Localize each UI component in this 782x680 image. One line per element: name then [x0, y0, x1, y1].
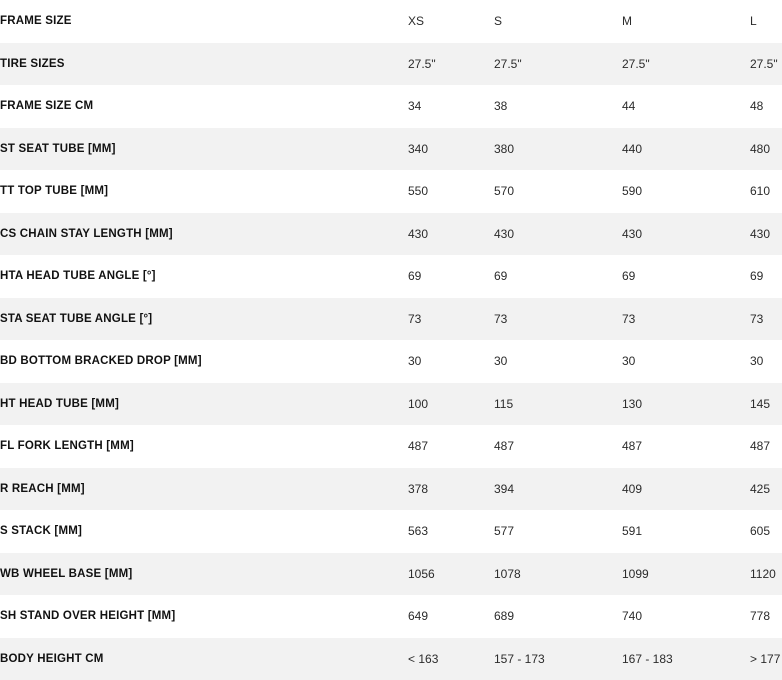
row-value-xs: XS	[408, 0, 494, 43]
row-value-xs: 100	[408, 383, 494, 426]
table-row	[0, 340, 782, 383]
row-value-m: M	[622, 0, 750, 43]
row-value-xs: 563	[408, 510, 494, 553]
row-value-s: 1078	[494, 553, 622, 596]
row-value-m: 44	[622, 85, 750, 128]
row-label: STA SEAT TUBE ANGLE [°]	[0, 298, 408, 341]
row-value-xs: 69	[408, 255, 494, 298]
row-value-l: 480	[750, 128, 782, 171]
row-value-xs: 550	[408, 170, 494, 213]
row-value-s: 689	[494, 595, 622, 638]
row-label: ST SEAT TUBE [MM]	[0, 128, 408, 171]
row-label: BD BOTTOM BRACKED DROP [MM]	[0, 340, 408, 383]
row-value-xs: 1056	[408, 553, 494, 596]
row-value-l: 27.5"	[750, 43, 782, 86]
row-value-m: 130	[622, 383, 750, 426]
row-value-s: 577	[494, 510, 622, 553]
row-value-s: 73	[494, 298, 622, 341]
row-value-s: 27.5"	[494, 43, 622, 86]
row-value-xs: 487	[408, 425, 494, 468]
row-value-l: 778	[750, 595, 782, 638]
row-value-l: 610	[750, 170, 782, 213]
row-label: FL FORK LENGTH [MM]	[0, 425, 408, 468]
row-label: S STACK [MM]	[0, 510, 408, 553]
row-value-s: 157 - 173	[494, 638, 622, 680]
row-label: CS CHAIN STAY LENGTH [MM]	[0, 213, 408, 256]
row-label: FRAME SIZE CM	[0, 85, 408, 128]
table-row	[0, 298, 782, 341]
row-value-m: 167 - 183	[622, 638, 750, 680]
table-row	[0, 170, 782, 213]
row-label: TT TOP TUBE [MM]	[0, 170, 408, 213]
table-row	[0, 638, 782, 680]
row-value-s: 38	[494, 85, 622, 128]
row-label: HTA HEAD TUBE ANGLE [°]	[0, 255, 408, 298]
row-value-s: S	[494, 0, 622, 43]
row-value-m: 30	[622, 340, 750, 383]
table-row	[0, 425, 782, 468]
row-value-xs: 430	[408, 213, 494, 256]
row-label: HT HEAD TUBE [MM]	[0, 383, 408, 426]
row-value-xs: 27.5"	[408, 43, 494, 86]
row-value-s: 570	[494, 170, 622, 213]
row-label: WB WHEEL BASE [MM]	[0, 553, 408, 596]
row-value-m: 1099	[622, 553, 750, 596]
table-row	[0, 213, 782, 256]
row-label: BODY HEIGHT CM	[0, 638, 408, 680]
row-value-m: 73	[622, 298, 750, 341]
row-value-l: 430	[750, 213, 782, 256]
row-value-xs: 73	[408, 298, 494, 341]
row-value-xs: 378	[408, 468, 494, 511]
row-value-m: 590	[622, 170, 750, 213]
row-value-s: 430	[494, 213, 622, 256]
table-row	[0, 595, 782, 638]
row-value-m: 740	[622, 595, 750, 638]
row-value-s: 380	[494, 128, 622, 171]
table-row	[0, 510, 782, 553]
row-value-s: 69	[494, 255, 622, 298]
row-value-s: 115	[494, 383, 622, 426]
row-value-l: 145	[750, 383, 782, 426]
table-row	[0, 43, 782, 86]
row-value-m: 487	[622, 425, 750, 468]
row-value-xs: 340	[408, 128, 494, 171]
table-row	[0, 85, 782, 128]
row-value-m: 430	[622, 213, 750, 256]
row-value-xs: 34	[408, 85, 494, 128]
row-label: R REACH [MM]	[0, 468, 408, 511]
row-value-s: 30	[494, 340, 622, 383]
row-value-m: 27.5"	[622, 43, 750, 86]
row-value-l: 605	[750, 510, 782, 553]
row-label: SH STAND OVER HEIGHT [MM]	[0, 595, 408, 638]
row-value-m: 591	[622, 510, 750, 553]
row-value-xs: 649	[408, 595, 494, 638]
row-value-s: 487	[494, 425, 622, 468]
table-row	[0, 0, 782, 43]
row-value-l: 73	[750, 298, 782, 341]
row-value-xs: 30	[408, 340, 494, 383]
table-row	[0, 255, 782, 298]
row-value-l: 30	[750, 340, 782, 383]
row-value-l: 487	[750, 425, 782, 468]
row-value-s: 394	[494, 468, 622, 511]
table-row	[0, 553, 782, 596]
row-value-l: 1120	[750, 553, 782, 596]
table-row	[0, 468, 782, 511]
row-value-l: L	[750, 0, 782, 43]
row-label: FRAME SIZE	[0, 0, 408, 43]
row-value-l: 48	[750, 85, 782, 128]
row-value-m: 440	[622, 128, 750, 171]
row-value-m: 409	[622, 468, 750, 511]
row-value-l: > 177	[750, 638, 782, 680]
table-row	[0, 128, 782, 171]
row-value-xs: < 163	[408, 638, 494, 680]
row-value-l: 425	[750, 468, 782, 511]
row-value-l: 69	[750, 255, 782, 298]
row-value-m: 69	[622, 255, 750, 298]
row-label: TIRE SIZES	[0, 43, 408, 86]
table-row	[0, 383, 782, 426]
